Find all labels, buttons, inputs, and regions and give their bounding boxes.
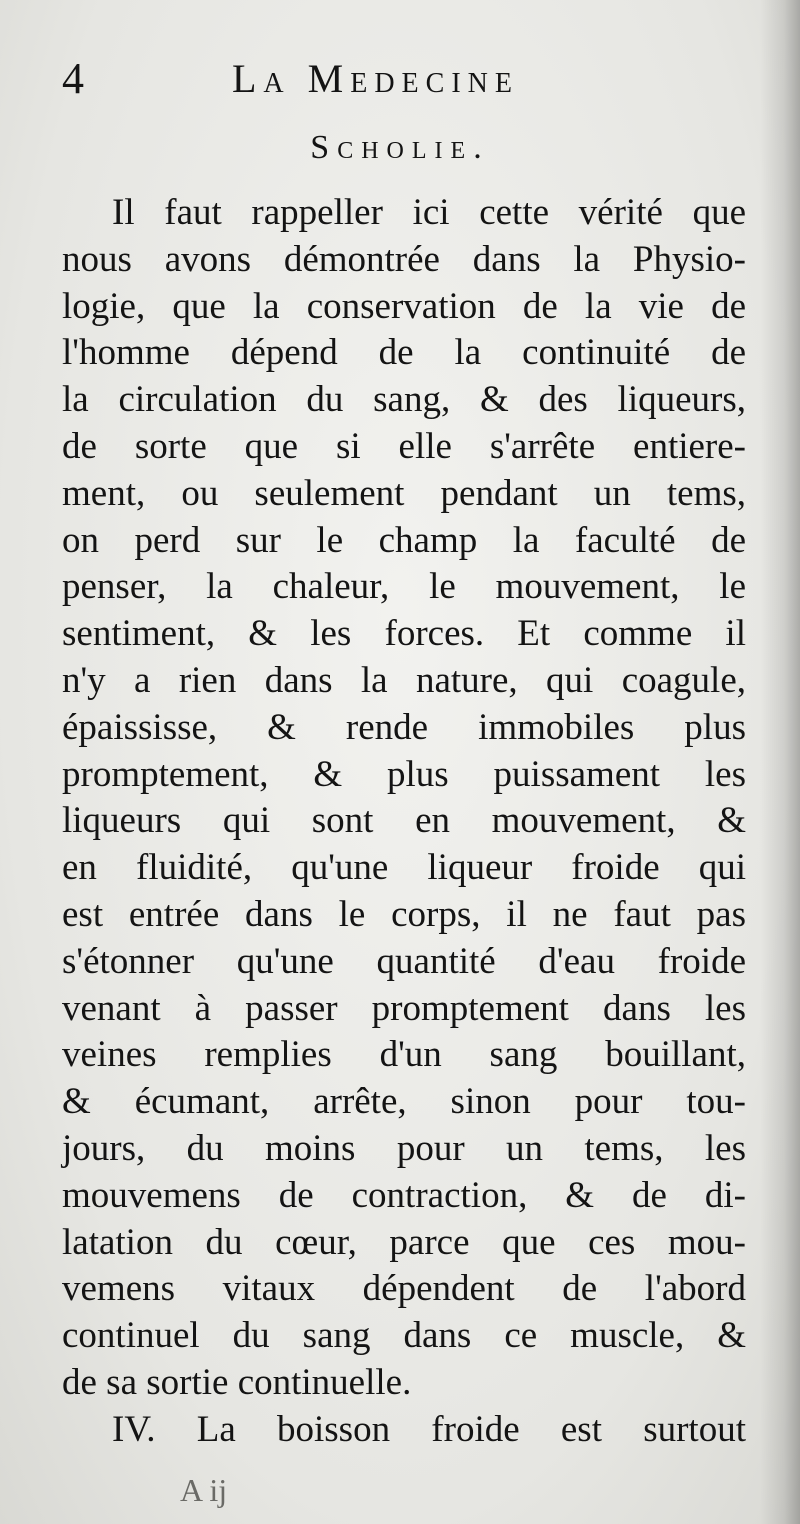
page-header (62, 52, 742, 102)
text-line: en fluidité, qu'une liqueur froide qui (62, 847, 746, 889)
text-line: & écumant, arrête, sinon pour tou- (62, 1081, 746, 1123)
section-title: Scholie. (310, 129, 490, 166)
text-line: la circulation du sang, & des liqueurs, (62, 379, 746, 421)
text-line: IV. La boisson froide est surtout (112, 1408, 746, 1450)
text-line: n'y a rien dans la nature, qui coagule, (62, 659, 746, 701)
body-text (62, 190, 746, 1454)
text-line: logie, que la conservation de la vie de (62, 285, 746, 327)
text-line: est entrée dans le corps, il ne faut pas (62, 893, 746, 935)
text-line: ment, ou seulement pendant un tems, (62, 472, 746, 514)
text-line: vemens vitaux dépendent de l'abord (62, 1268, 746, 1310)
signature-mark: A ij (180, 1472, 228, 1508)
text-line: penser, la chaleur, le mouvement, le (62, 566, 746, 608)
text-line: de sorte que si elle s'arrête entiere- (62, 425, 746, 467)
text-line: s'étonner qu'une quantité d'eau froide (62, 940, 746, 982)
text-line: de sa sortie continuelle. (62, 1361, 412, 1403)
page-number: 4 (62, 54, 84, 103)
text-line: épaississe, & rende immobiles plus (62, 706, 746, 748)
text-line: venant à passer promptement dans les (62, 987, 746, 1029)
running-head: La Medecine (232, 56, 519, 101)
text-line: continuel du sang dans ce muscle, & (62, 1315, 746, 1357)
text-line: veines remplies d'un sang bouillant, (62, 1034, 746, 1076)
text-line: promptement, & plus puissament les (62, 753, 746, 795)
text-line: sentiment, & les forces. Et comme il (62, 613, 746, 655)
text-line: jours, du moins pour un tems, les (62, 1127, 746, 1169)
text-line: mouvemens de contraction, & de di- (62, 1174, 746, 1216)
text-line: on perd sur le champ la faculté de (62, 519, 746, 561)
page-gutter-shadow (760, 0, 800, 1524)
text-line: nous avons démontrée dans la Physio- (62, 238, 746, 280)
text-line: Il faut rappeller ici cette vérité que (112, 192, 746, 233)
text-line: l'homme dépend de la continuité de (62, 332, 746, 374)
text-line: latation du cœur, parce que ces mou- (62, 1221, 746, 1263)
text-line: liqueurs qui sont en mouvement, & (62, 800, 746, 842)
